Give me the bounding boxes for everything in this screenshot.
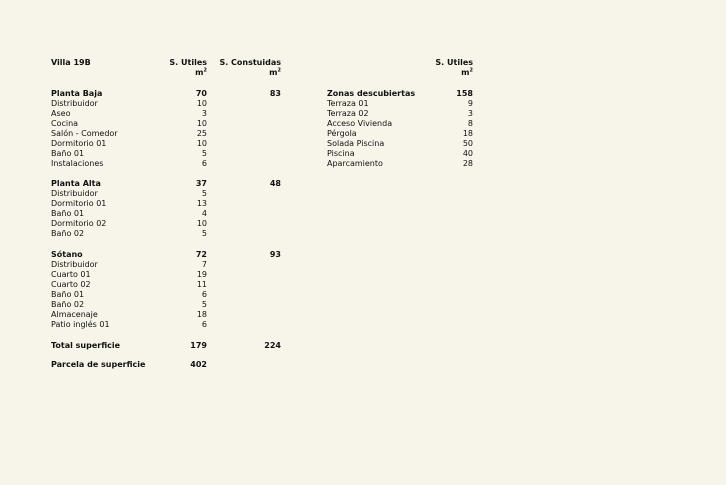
- room-value: 11: [196, 280, 207, 289]
- outdoor-item-name: Aparcamiento: [327, 159, 383, 168]
- section-total-construidas: 83: [269, 89, 281, 98]
- total-superficie-utiles: 179: [190, 341, 207, 350]
- room-name: Dormitorio 02: [51, 219, 107, 228]
- room-value: 3: [201, 109, 207, 118]
- outdoor-item-value: 9: [467, 99, 473, 108]
- room-name: Salón - Comedor: [51, 129, 118, 138]
- room-value: 6: [201, 320, 207, 329]
- outdoor-item-name: Terraza 02: [327, 109, 369, 118]
- room-value: 13: [196, 199, 207, 208]
- header-s-construidas: S. Constuidas: [219, 58, 281, 67]
- room-name: Baño 02: [51, 300, 85, 309]
- outdoor-item-name: Terraza 01: [327, 99, 369, 108]
- room-value: 10: [196, 219, 207, 228]
- section-title: Planta Baja: [51, 89, 103, 98]
- outdoor-item-name: Pérgola: [327, 129, 357, 138]
- total-superficie-label: Total superficie: [51, 341, 121, 350]
- room-value: 4: [201, 209, 207, 218]
- room-value: 25: [196, 129, 207, 138]
- header-unit-utiles: $m^2$: [195, 67, 207, 77]
- section-title: Sótano: [51, 250, 83, 259]
- room-name: Distribuidor: [51, 260, 98, 269]
- room-value: 10: [196, 99, 207, 108]
- total-superficie-construidas: 224: [264, 341, 281, 350]
- room-name: Dormitorio 01: [51, 199, 107, 208]
- outdoor-title: Zonas descubiertas: [327, 89, 416, 98]
- parcela-label: Parcela de superficie: [51, 360, 146, 369]
- parcela-value: 402: [190, 360, 207, 369]
- outdoor-item-value: 28: [462, 159, 473, 168]
- room-name: Almacenaje: [51, 310, 98, 319]
- header-unit-construidas: $m^2$: [269, 67, 281, 77]
- section-total-utiles: 70: [195, 89, 207, 98]
- section-total-utiles: 72: [195, 250, 207, 259]
- room-value: 6: [201, 290, 207, 299]
- outdoor-item-value: 50: [462, 139, 473, 148]
- room-value: 5: [201, 300, 207, 309]
- outdoor-header-unit: $m^2$: [461, 67, 473, 77]
- villa-title: Villa 19B: [51, 58, 91, 67]
- outdoor-item-value: 3: [467, 109, 473, 118]
- room-name: Baño 01: [51, 149, 85, 158]
- outdoor-header-s-utiles: S. Utiles: [435, 58, 473, 67]
- room-name: Cuarto 01: [51, 270, 91, 279]
- room-name: Distribuidor: [51, 99, 98, 108]
- outdoor-total: 158: [456, 89, 473, 98]
- room-name: Baño 01: [51, 209, 85, 218]
- room-value: 6: [201, 159, 207, 168]
- outdoor-item-value: 40: [462, 149, 473, 158]
- room-name: Dormitorio 01: [51, 139, 107, 148]
- section-total-construidas: 48: [269, 179, 281, 188]
- room-name: Baño 02: [51, 229, 85, 238]
- room-name: Instalaciones: [51, 159, 104, 168]
- room-name: Distribuidor: [51, 189, 98, 198]
- room-value: 10: [196, 119, 207, 128]
- outdoor-item-value: 8: [467, 119, 473, 128]
- room-value: 18: [196, 310, 207, 319]
- room-name: Cuarto 02: [51, 280, 91, 289]
- section-total-utiles: 37: [195, 179, 207, 188]
- outdoor-item-name: Acceso Vivienda: [327, 119, 393, 128]
- room-value: 5: [201, 149, 207, 158]
- section-title: Planta Alta: [51, 179, 101, 188]
- outdoor-item-name: Piscina: [327, 149, 355, 158]
- room-value: 5: [201, 189, 207, 198]
- room-value: 5: [201, 229, 207, 238]
- room-value: 10: [196, 139, 207, 148]
- room-value: 7: [201, 260, 207, 269]
- room-value: 19: [196, 270, 207, 279]
- outdoor-item-name: Solada Piscina: [327, 139, 385, 148]
- room-name: Cocina: [51, 119, 79, 128]
- room-name: Patio inglés 01: [51, 320, 110, 329]
- room-name: Aseo: [51, 109, 71, 118]
- outdoor-item-value: 18: [462, 129, 473, 138]
- room-name: Baño 01: [51, 290, 85, 299]
- header-s-utiles: S. Utiles: [169, 58, 207, 67]
- section-total-construidas: 93: [269, 250, 281, 259]
